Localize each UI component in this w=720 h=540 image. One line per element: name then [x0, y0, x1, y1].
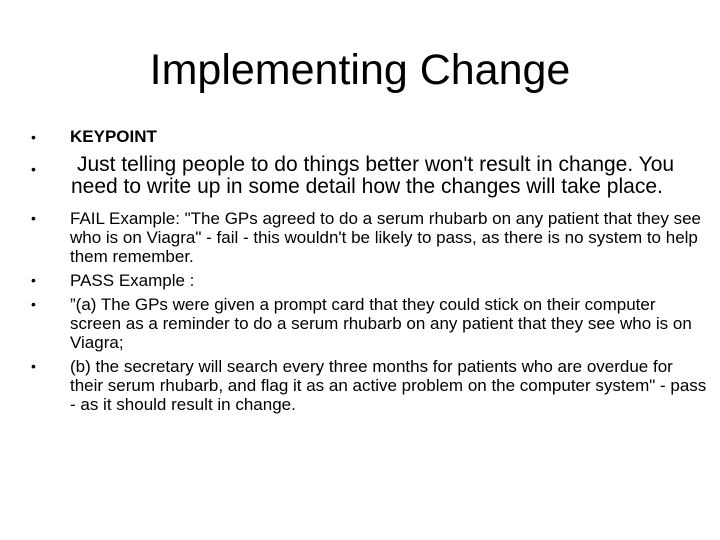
- bullet-dot-icon: •: [31, 129, 36, 145]
- bullet-dot-icon: •: [31, 161, 36, 177]
- bullet-dot-icon: •: [31, 296, 36, 312]
- bullet-text: (b) the secretary will search every three months for patients who are overdue for their serum rhubarb, and flag it as an active problem on the computer system" - pass - as it should result in change.: [70, 357, 707, 414]
- bullet-fail-example: [30, 209, 710, 266]
- bullet-pass-example: [30, 271, 710, 290]
- bullet-dot-icon: •: [31, 358, 36, 374]
- bullet-text: FAIL Example: "The GPs agreed to do a serum rhubarb on any patient that they see who is on Viagra" - fail - this wouldn't be likely to pass, as there is no system to help them remember.: [70, 209, 701, 266]
- bullet-text: KEYPOINT: [70, 127, 157, 146]
- bullet-keypoint: [30, 126, 710, 148]
- bullet-text: PASS Example :: [70, 271, 195, 290]
- bullet-secretary-search: [30, 357, 710, 414]
- bullet-list: [30, 126, 710, 414]
- bullet-dot-icon: •: [31, 272, 36, 288]
- bullet-prompt-card: [30, 295, 710, 352]
- bullet-telling-people: [30, 154, 710, 198]
- bullet-text: Just telling people to do things better won't result in change. You need to write up in some detail how the changes will take place.: [71, 153, 675, 198]
- bullet-text: ”(a) The GPs were given a prompt card that they could stick on their computer screen as a reminder to do a serum rhubarb on any patient that they see who is on Viagra;: [70, 295, 692, 352]
- bullet-dot-icon: •: [31, 210, 36, 226]
- slide-title: Implementing Change: [149, 46, 571, 94]
